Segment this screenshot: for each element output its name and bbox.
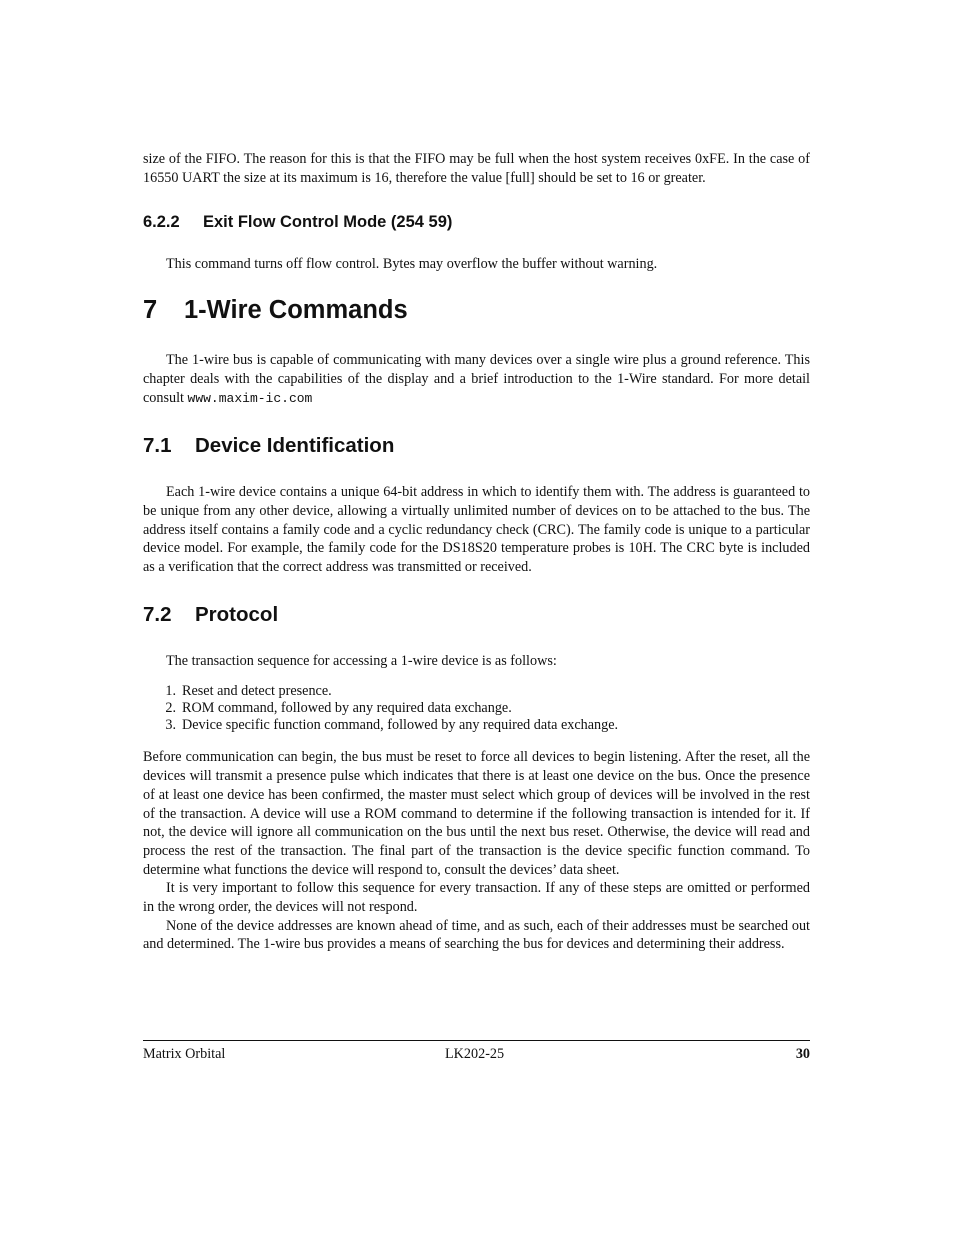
heading-6-2-2 xyxy=(143,213,810,232)
maxim-link[interactable]: www.maxim-ic.com xyxy=(187,390,313,406)
page-body xyxy=(143,150,810,954)
sec-7-1-body: Each 1-wire device contains a unique 64-bit address in which to identify them with. The address is guaranteed to be unique from any other device, allowing a virtually unlimited number of devices on to be attached to the bus. The address itself contains a family code and a cyclic redundancy check (CRC). The family code is unique to a particular device model. For example, the family code for the DS18S20 temperature probes is 10H. The CRC byte is included as a verification that the correct address was transmitted or received. xyxy=(143,484,810,576)
heading-number: 7 xyxy=(143,296,158,325)
list-item: 1. Reset and detect presence. xyxy=(165,683,332,700)
chapter-7-heading xyxy=(143,296,810,325)
heading-number: 7.1 xyxy=(143,434,172,458)
transaction-steps-list xyxy=(143,683,810,734)
heading-7-2 xyxy=(143,603,810,627)
top-paragraph: size of the FIFO. The reason for this is that the FIFO may be full when the host system receives 0xFE. In the case of 16550 UART the size at its maximum is 16, therefore the value [full] should be set to 16 or greater. xyxy=(143,151,810,186)
list-item: 2. ROM command, followed by any required data exchange. xyxy=(165,700,512,717)
heading-7-1 xyxy=(143,434,810,458)
list-item: 3. Device specific function command, followed by any required data exchange. xyxy=(165,717,619,734)
footer-page-number: 30 xyxy=(795,1046,810,1062)
sec-7-2-para2: It is very important to follow this sequence for every transaction. If any of these steps are omitted or performed in the wrong order, the devices will not respond. xyxy=(143,880,810,916)
chapter-7-text: The 1-wire bus is capable of communicating with many devices over a single wire plus a ground reference. This chapter deals with the capabilities of the display and a brief introduction to the 1-Wire standard. For more detail consult xyxy=(143,352,810,406)
heading-title: 1-Wire Commands xyxy=(184,296,408,325)
footer-product: LK202-25 xyxy=(445,1046,505,1062)
heading-title: Protocol xyxy=(195,602,279,626)
page-footer xyxy=(143,1040,810,1063)
heading-title: Device Identification xyxy=(195,434,395,458)
heading-title: Exit Flow Control Mode (254 59) xyxy=(203,213,453,232)
footer-company: Matrix Orbital xyxy=(143,1046,226,1062)
sec-7-2-para1: Before communication can begin, the bus must be reset to force all devices to begin listening. After the reset, all the devices will transmit a presence pulse which indicates that there is at least one device on the bus. Once the presence of at least one device has been confirmed, the master must select which group of devices will be involved in the rest of the transaction. A device will use a ROM command to determine if the following transaction is intended for it. If not, the device will ignore all communication on the bus until the next bus reset. Otherwise, the device will read and process the rest of the transaction. The final part of the transaction is the device specific function command. To determine what functions the device will respond to, consult the devices’ data sheet. xyxy=(143,749,810,878)
heading-number: 6.2.2 xyxy=(143,213,180,232)
heading-number: 7.2 xyxy=(143,602,172,626)
sec-6-2-2-body: This command turns off flow control. Bytes may overflow the buffer without warning. xyxy=(166,256,658,273)
chapter-7-body xyxy=(143,351,810,408)
sec-7-2-intro: The transaction sequence for accessing a 1-wire device is as follows: xyxy=(166,652,557,669)
sec-7-2-para3: None of the device addresses are known ahead of time, and as such, each of their addresses must be searched out and determined. The 1-wire bus provides a means of searching the bus for devices and determining their address. xyxy=(143,917,810,953)
